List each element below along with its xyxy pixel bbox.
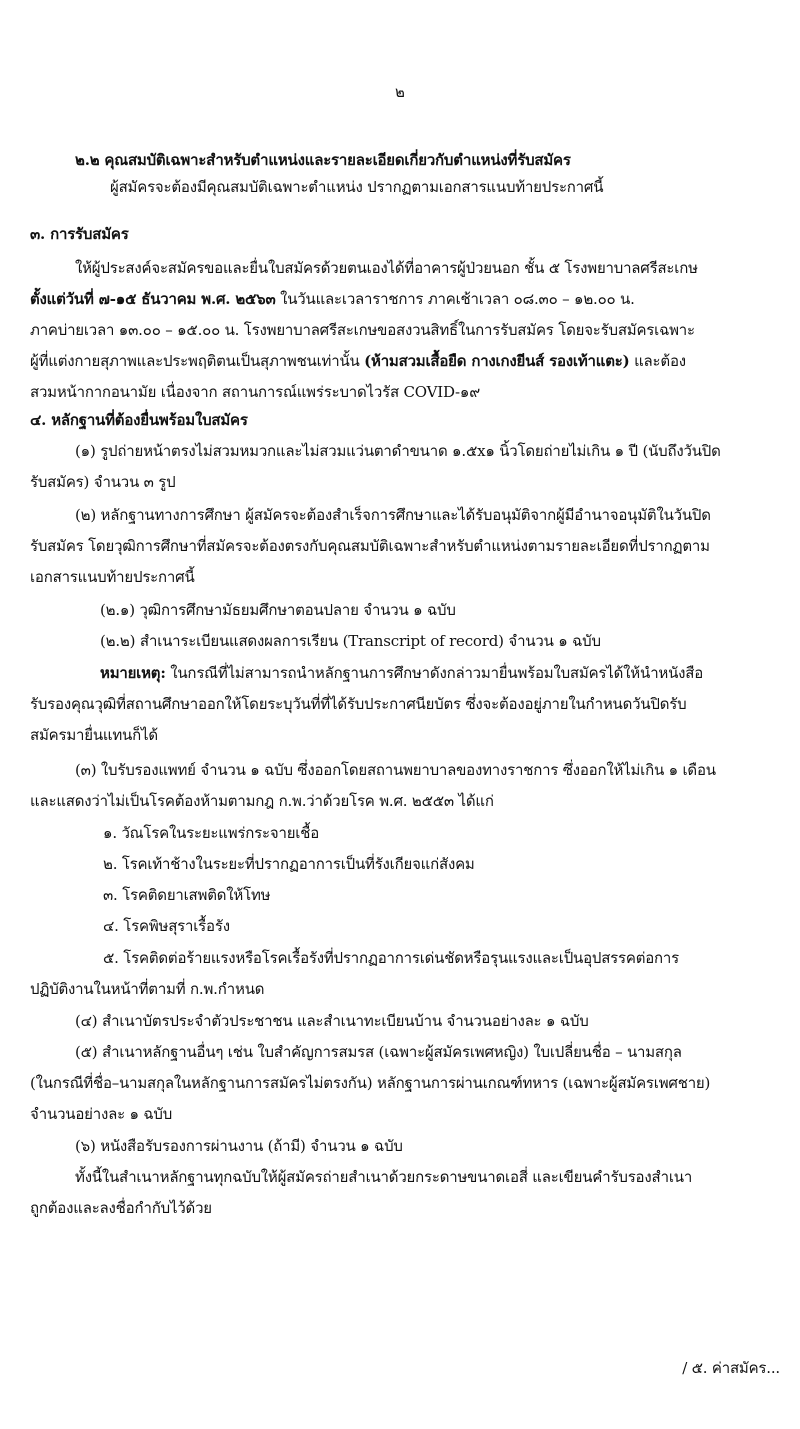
- item-2-1: (๒.๑) วุฒิการศึกษามัธยมศึกษาตอนปลาย จำนวน ๑ ฉบับ: [100, 601, 456, 619]
- item-5-line: (ในกรณีที่ชื่อ–นามสกุลในหลักฐานการสมัครไม่ตรงกัน) หลักฐานการผ่านเกณฑ์ทหาร (เฉพาะผู้สมัครเพศชาย): [30, 1074, 711, 1092]
- item-3-line: และแสดงว่าไม่เป็นโรคต้องห้ามตามกฎ ก.พ.ว่าด้วยโรค พ.ศ. ๒๕๕๓ ได้แก่: [30, 792, 494, 810]
- note-text: ในกรณีที่ไม่สามารถนำหลักฐานการศึกษาดังกล่าวมายื่นพร้อมใบสมัครได้ให้นำหนังสือ: [165, 664, 704, 682]
- section-2-2-heading: ๒.๒ คุณสมบัติเฉพาะสำหรับตำแหน่งและรายละเอียดเกี่ยวกับตำแหน่งที่รับสมัคร: [75, 151, 571, 169]
- disease-item: ๕. โรคติดต่อร้ายแรงหรือโรคเรื้อรังที่ปรากฏอาการเด่นชัดหรือรุนแรงและเป็นอุปสรรคต่อการ: [103, 949, 680, 967]
- note-line: รับรองคุณวุฒิที่สถานศึกษาออกให้โดยระบุวันที่ที่ได้รับประกาศนียบัตร ซึ่งจะต้องอยู่ภายในกำหนดวันปิดรับ: [30, 695, 687, 713]
- section-2-2-text: ผู้สมัครจะต้องมีคุณสมบัติเฉพาะตำแหน่ง ปรากฏตามเอกสารแนบท้ายประกาศนี้: [110, 178, 604, 196]
- section-3-line: สวมหน้ากากอนามัย เนื่องจาก สถานการณ์แพร่ระบาดไวรัส COVID-๑๙: [30, 383, 481, 401]
- section-3-line: ภาคบ่ายเวลา ๑๓.๐๐ – ๑๕.๐๐ น. โรงพยาบาลศรีสะเกษขอสงวนสิทธิ์ในการรับสมัคร โดยจะรับสมัครเฉพาะ: [30, 321, 695, 339]
- dress-code-tail: และต้อง: [629, 352, 686, 370]
- note-line: สมัครมายื่นแทนก็ได้: [30, 726, 158, 744]
- item-2-2: (๒.๒) สำเนาระเบียนแสดงผลการเรียน (Transcript of record) จำนวน ๑ ฉบับ: [100, 632, 601, 650]
- item-5-line: (๕) สำเนาหลักฐานอื่นๆ เช่น ใบสำคัญการสมรส (เฉพาะผู้สมัครเพศหญิง) ใบเปลี่ยนชื่อ – นามสกุล: [75, 1043, 682, 1061]
- note-label: หมายเหตุ:: [100, 664, 166, 682]
- item-2-line: รับสมัคร โดยวุฒิการศึกษาที่สมัครจะต้องตรงกับคุณสมบัติเฉพาะสำหรับตำแหน่งตามรายละเอียดที่ปรากฏตาม: [30, 537, 710, 555]
- item-3-line: (๓) ใบรับรองแพทย์ จำนวน ๑ ฉบับ ซึ่งออกโดยสถานพยาบาลของทางราชการ ซึ่งออกให้ไม่เกิน ๑ เดือน: [75, 761, 716, 779]
- item-1-line: รับสมัคร) จำนวน ๓ รูป: [30, 473, 176, 491]
- office-hours: ในวันและเวลาราชการ ภาคเช้าเวลา ๐๘.๓๐ – ๑๒.๐๐ น.: [275, 290, 635, 308]
- page-number: ๒: [395, 83, 405, 101]
- section-3-line: ให้ผู้ประสงค์จะสมัครขอและยื่นใบสมัครด้วยตนเองได้ที่อาคารผู้ป่วยนอก ชั้น ๕ โรงพยาบาลศรีสะเกษ: [75, 259, 698, 277]
- closing-line: ทั้งนี้ในสำเนาหลักฐานทุกฉบับให้ผู้สมัครถ่ายสำเนาด้วยกระดาษขนาดเอสี่ และเขียนคำรับรองสำเนา: [75, 1168, 693, 1186]
- note-line: [100, 663, 703, 683]
- disease-item: ๑. วัณโรคในระยะแพร่กระจายเชื้อ: [103, 824, 320, 842]
- disease-item: ๔. โรคพิษสุราเรื้อรัง: [103, 917, 230, 935]
- item-4: (๔) สำเนาบัตรประจำตัวประชาชน และสำเนาทะเบียนบ้าน จำนวนอย่างละ ๑ ฉบับ: [75, 1012, 589, 1030]
- disease-item: ๒. โรคเท้าช้างในระยะที่ปรากฏอาการเป็นที่รังเกียจแก่สังคม: [103, 855, 475, 873]
- item-5-line: จำนวนอย่างละ ๑ ฉบับ: [30, 1105, 173, 1123]
- dress-code-restriction: (ห้ามสวมเสื้อยืด กางเกงยีนส์ รองเท้าแตะ): [364, 352, 630, 370]
- continuation-note: / ๕. ค่าสมัคร...: [682, 1359, 780, 1377]
- item-2-line: (๒) หลักฐานทางการศึกษา ผู้สมัครจะต้องสำเร็จการศึกษาและได้รับอนุมัติจากผู้มีอำนาจอนุมัติในวันปิด: [75, 506, 711, 524]
- item-6: (๖) หนังสือรับรองการผ่านงาน (ถ้ามี) จำนวน ๑ ฉบับ: [75, 1137, 403, 1155]
- section-3-line: [30, 351, 686, 371]
- item-2-line: เอกสารแนบท้ายประกาศนี้: [30, 568, 195, 586]
- disease-item: ๓. โรคติดยาเสพติดให้โทษ: [103, 886, 271, 904]
- section-3-line: [30, 289, 635, 309]
- disease-item-continuation: ปฏิบัติงานในหน้าที่ตามที่ ก.พ.กำหนด: [30, 980, 265, 998]
- item-1-line: (๑) รูปถ่ายหน้าตรงไม่สวมหมวกและไม่สวมแว่นตาดำขนาด ๑.๕x๑ นิ้วโดยถ่ายไม่เกิน ๑ ปี (นับถึงวันปิด: [75, 442, 721, 460]
- application-period: ตั้งแต่วันที่ ๗-๑๕ ธันวาคม พ.ศ. ๒๕๖๓: [30, 290, 276, 308]
- closing-line: ถูกต้องและลงชื่อกำกับไว้ด้วย: [30, 1199, 212, 1217]
- section-4-heading: ๔. หลักฐานที่ต้องยื่นพร้อมใบสมัคร: [30, 411, 248, 429]
- dress-code-text: ผู้ที่แต่งกายสุภาพและประพฤติตนเป็นสุภาพชนเท่านั้น: [30, 352, 365, 370]
- section-3-heading: ๓. การรับสมัคร: [30, 225, 129, 243]
